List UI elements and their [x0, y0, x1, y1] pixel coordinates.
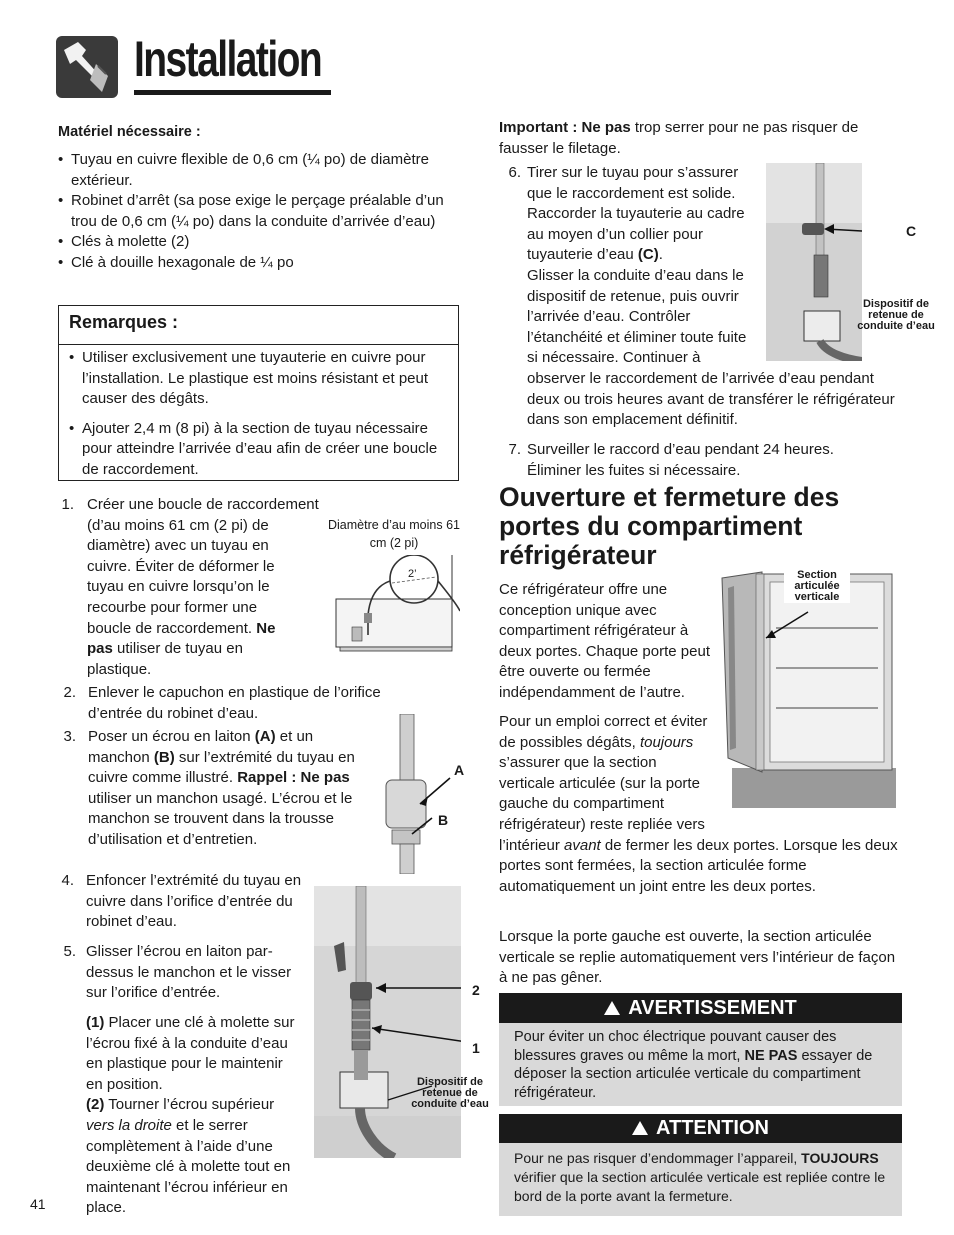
loop-caption: Diamètre d’au moins 61 cm (2 pi)	[327, 518, 460, 550]
page-title: Installation	[134, 31, 322, 87]
step-text: (d’au moins 61 cm (2 pi) de diamètre) avec un tuyau en cuivre. Éviter de déformer le tuyau en cuivre lorsqu’on le recourbe pour former une boucle de raccordement.	[87, 516, 275, 637]
step-text: Glisser l’écrou en laiton par-dessus le manchon et le visser sur l’orifice d’entrée.	[86, 943, 292, 1002]
valve-figure	[314, 886, 461, 1158]
step-text: Tourner l’écrou supérieur	[108, 1096, 275, 1114]
collar-figure	[766, 163, 862, 361]
step-text: utiliser de tuyau en plastique.	[87, 640, 243, 678]
step-number: 7.	[508, 441, 521, 458]
label-2: 2	[472, 982, 480, 998]
label-1: 1	[472, 1040, 480, 1056]
fridge-figure	[718, 568, 896, 808]
wrench-screw-icon	[56, 36, 118, 98]
important-note	[499, 118, 911, 159]
step-text: et le serrer complètement à l’aide d’une deuxième clé à molette tout en maintenant l’écrou inférieur en place.	[86, 1116, 291, 1217]
warning-header	[499, 993, 902, 1023]
label-ref: (C)	[637, 246, 659, 264]
warning-title: AVERTISSEMENT	[628, 997, 797, 1019]
remarks-title: Remarques :	[69, 312, 179, 332]
list-item: • Clés à molette (2)	[58, 232, 460, 253]
section-caption: Section articulée verticale	[784, 570, 850, 603]
step-number: 1.	[61, 496, 74, 513]
retainer-caption-2: Dispositif de retenue de conduite d’eau	[857, 298, 935, 332]
title-rule	[134, 90, 331, 95]
step-text: Enfoncer l’extrémité du tuyau en cuivre dans l’orifice d’entrée du robinet d’eau.	[86, 872, 302, 931]
step-number: 4.	[61, 872, 74, 889]
list-item: • Ajouter 2,4 m (8 pi) à la section de tuyau nécessaire pour atteindre l’arrivée d’eau afin de créer une boucle de raccordement.	[69, 419, 448, 481]
label-b: B	[438, 812, 449, 828]
caution-box	[499, 1114, 902, 1216]
list-item: • Robinet d’arrêt (sa pose exige le perçage préalable d’un trou de 0,6 cm (¼ po) dans la conduite d’arrivée d’eau)	[58, 191, 460, 232]
step-text: et un manchon	[88, 728, 314, 766]
doors-p1: Ce réfrigérateur offre une conception unique avec compartiment réfrigérateur à deux portes. Chaque porte peut être ouverte ou fermée indépendamment de l’autre.	[499, 581, 710, 701]
step-text: Créer une boucle de raccordement	[87, 496, 319, 513]
step-number: 5.	[63, 943, 76, 960]
caution-emphasis: TOUJOURS	[801, 1150, 879, 1166]
step-emphasis: Ne pas	[87, 619, 276, 658]
label-ref: (B)	[153, 748, 175, 766]
note-text: trop serrer pour ne pas risquer de fausser le filetage.	[499, 119, 859, 157]
label-ref: (1)	[86, 1014, 105, 1031]
remarks-box	[58, 305, 459, 481]
para-emphasis: toujours	[639, 733, 694, 751]
list-item: • Utiliser exclusivement une tuyauterie en cuivre pour l’installation. Le plastique est moins résistant et peut causer des dégâts.	[69, 348, 448, 410]
nut-sleeve-figure	[374, 714, 470, 874]
step-text: Glisser la conduite d’eau dans le dispositif de retenue, puis ouvrir l’arrivée d’eau. Contrôler l’étanchéité et éliminer toute fuite si nécessaire. Continuer à observer le raccordement de l’arrivée d’eau pendant deux ou trois heures avant de transférer le réfrigérateur dans son emplacement définitif.	[527, 267, 895, 429]
loop-dimension: 2’	[408, 568, 417, 580]
retainer-caption: Dispositif de retenue de conduite d’eau	[411, 1076, 489, 1110]
page-number: 41	[30, 1196, 46, 1212]
step-emphasis: Rappel : Ne pas	[237, 769, 350, 787]
step-number: 6.	[508, 164, 521, 181]
materials-heading: Matériel nécessaire :	[58, 124, 201, 140]
caution-text: Pour ne pas risquer d’endommager l’appareil, TOUJOURS vérifier que la section articulée verticale est repliée contre le bord de la porte avant la fermeture.	[514, 1150, 886, 1204]
step-text: Poser un écrou en laiton	[88, 728, 251, 745]
caution-title: ATTENTION	[656, 1117, 769, 1139]
para-emphasis: avant	[564, 836, 601, 854]
label-ref: (2)	[86, 1096, 105, 1114]
list-item: • Tuyau en cuivre flexible de 0,6 cm (¼ po) de diamètre extérieur.	[58, 150, 460, 191]
caution-triangle-icon	[632, 1121, 648, 1135]
loop-figure	[334, 555, 460, 653]
warning-triangle-icon	[604, 1001, 620, 1015]
section-heading: Ouverture et fermeture des portes du compartiment réfrigérateur	[499, 482, 840, 570]
para-text: Pour un emploi correct et éviter de possibles dégâts,	[499, 713, 708, 751]
label-ref: (A)	[254, 728, 276, 745]
label-c: C	[906, 223, 917, 239]
divider	[59, 344, 458, 345]
step-text: sur l’extrémité du tuyau en cuivre comme illustré.	[88, 748, 355, 787]
warning-emphasis: NE PAS	[744, 1047, 798, 1064]
step-text: Enlever le capuchon en plastique de l’orifice d’entrée du robinet d’eau.	[88, 684, 381, 722]
step-emphasis: vers la droite	[86, 1116, 172, 1134]
step-text: utiliser un manchon usagé. L’écrou et le manchon se trouvent dans la trousse d’utilisation et d’entretien.	[88, 789, 353, 848]
warning-box	[499, 993, 902, 1106]
warning-text: Pour éviter un choc électrique pouvant causer des blessures graves ou même la mort, NE PAS essayer de déposer la section articulée verticale du compartiment réfrigérateur.	[514, 1029, 873, 1101]
list-item: • Clé à douille hexagonale de ¼ po	[58, 253, 460, 274]
doors-p3: Lorsque la porte gauche est ouverte, la section articulée verticale se replie automatiquement vers l’intérieur de façon à ne pas gêner.	[499, 928, 896, 987]
label-a: A	[454, 762, 465, 778]
caution-header	[499, 1114, 902, 1143]
para-text: s’assurer que la section verticale articulée (sur la porte gauche du compartiment réfrigérateur) reste repliée vers l’intérieur	[499, 754, 705, 854]
step-number: 2.	[63, 684, 76, 701]
step-text: Tirer sur le tuyau pour s’assurer que le raccordement est solide. Raccorder la tuyauterie au cadre au moyen d’un collier pour tuyauterie d’eau	[527, 164, 745, 264]
note-emphasis: Important : Ne pas	[499, 119, 631, 136]
materials-list	[58, 150, 460, 274]
step-number: 3.	[63, 728, 76, 745]
step-text: Placer une clé à molette sur l’écrou fixé à la conduite d’eau en plastique pour le maintenir en position.	[86, 1014, 295, 1093]
para-text: de fermer les deux portes. Lorsque les deux portes sont fermées, la section articulée forme automatiquement un joint entre les deux portes.	[499, 836, 898, 895]
step-text: Surveiller le raccord d’eau pendant 24 heures. Éliminer les fuites si nécessaire.	[527, 441, 834, 479]
